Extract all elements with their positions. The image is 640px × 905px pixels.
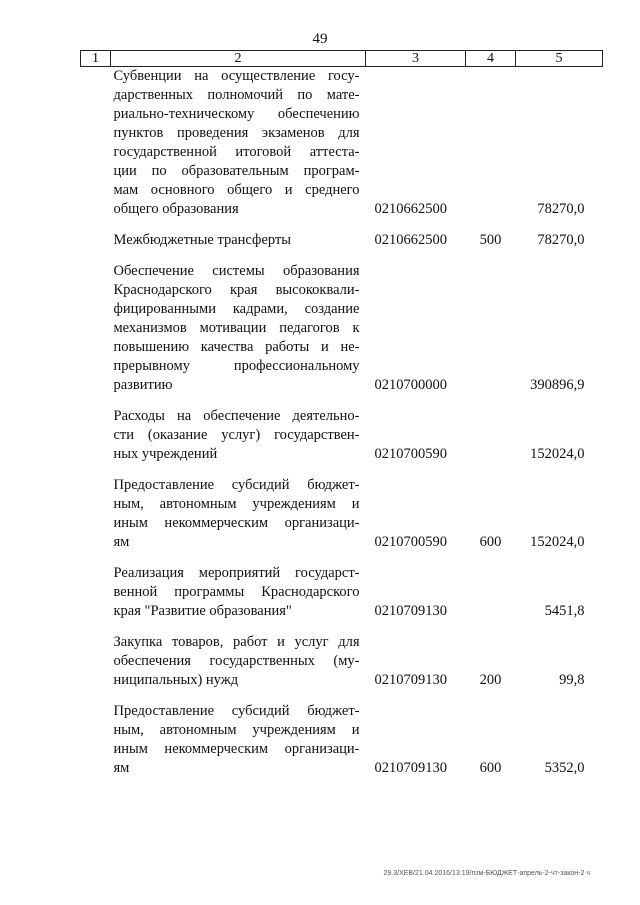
description-line: механизмов мотивации педагогов к	[113, 320, 360, 336]
header-col-3: 3	[366, 51, 466, 67]
row-target-code: 0210700590	[374, 446, 447, 462]
description-line: Краснодарского края высококвали-	[113, 282, 360, 298]
header-col-4: 4	[466, 51, 516, 67]
header-row	[81, 51, 603, 67]
description-line: Предоставление субсидий бюджет-	[113, 477, 360, 493]
table-row	[81, 633, 603, 690]
row-spacer	[81, 552, 603, 564]
row-spacer	[81, 464, 603, 476]
row-amount: 99,8	[559, 672, 585, 688]
row-amount: 390896,9	[530, 377, 585, 393]
description-line: дарственных полномочий по мате-	[113, 87, 360, 103]
row-expense-kind: 600	[479, 760, 502, 776]
row-number-cell	[81, 67, 111, 220]
description-line: общего образования	[113, 201, 239, 217]
description-line: обеспечения государственных (му-	[113, 653, 360, 669]
row-amount: 5451,8	[544, 603, 585, 619]
description-line: ям	[113, 534, 130, 550]
row-number-cell	[81, 476, 111, 552]
row-spacer-cell	[81, 395, 603, 407]
row-description	[111, 67, 366, 220]
row-description	[111, 476, 366, 552]
description-line: края "Развитие образования"	[113, 603, 292, 619]
row-spacer-cell	[81, 464, 603, 476]
description-line: государственной итоговой аттеста-	[113, 144, 360, 160]
description-line: мам основного общего и среднего	[113, 182, 360, 198]
row-expense-kind	[466, 262, 516, 395]
row-amount: 5352,0	[544, 760, 585, 776]
row-number-cell	[81, 633, 111, 690]
row-target-code: 0210700000	[374, 377, 447, 393]
description-line: развитию	[113, 377, 173, 393]
description-line: Предоставление субсидий бюджет-	[113, 703, 360, 719]
description-line: ным, автономным учреждениям и	[113, 496, 360, 512]
row-expense-kind	[466, 407, 516, 464]
row-spacer-cell	[81, 552, 603, 564]
row-spacer	[81, 621, 603, 633]
description-line: ции по образовательным програм-	[113, 163, 360, 179]
row-description	[111, 633, 366, 690]
row-description	[111, 262, 366, 395]
row-target-code: 0210709130	[374, 672, 447, 688]
row-target-code: 0210709130	[374, 760, 447, 776]
header-col-1: 1	[81, 51, 111, 67]
row-description	[111, 231, 366, 250]
header-col-5: 5	[516, 51, 603, 67]
row-expense-kind: 200	[479, 672, 502, 688]
row-amount: 78270,0	[537, 232, 585, 248]
description-line: Межбюджетные трансферты	[113, 232, 292, 248]
table-header	[81, 51, 603, 67]
description-line: сти (оказание услуг) государствен-	[113, 427, 360, 443]
description-line: риально-техническому обеспечению	[113, 106, 360, 122]
row-description	[111, 407, 366, 464]
table-row	[81, 564, 603, 621]
table-row	[81, 231, 603, 250]
page-number: 49	[312, 31, 328, 47]
table-body	[81, 67, 603, 779]
row-number-cell	[81, 564, 111, 621]
row-number-cell	[81, 702, 111, 778]
row-target-code: 0210662500	[374, 232, 447, 248]
row-spacer	[81, 395, 603, 407]
row-expense-kind	[466, 67, 516, 220]
description-line: Расходы на обеспечение деятельно-	[113, 408, 360, 424]
row-number-cell	[81, 231, 111, 250]
row-spacer-cell	[81, 219, 603, 231]
description-line: пунктов проведения экзаменов для	[113, 125, 360, 141]
description-line: прерывному профессиональному	[113, 358, 360, 374]
description-line: ниципальных) нужд	[113, 672, 239, 688]
row-spacer	[81, 690, 603, 702]
table-row	[81, 702, 603, 778]
description-line: Обеспечение системы образования	[113, 263, 360, 279]
header-col-2: 2	[111, 51, 366, 67]
description-line: Закупка товаров, работ и услуг для	[113, 634, 360, 650]
row-amount: 152024,0	[530, 446, 585, 462]
row-spacer-cell	[81, 690, 603, 702]
row-target-code: 0210700590	[374, 534, 447, 550]
description-line: ным, автономным учреждениям и	[113, 722, 360, 738]
table-row	[81, 476, 603, 552]
row-target-code: 0210662500	[374, 201, 447, 217]
document-footer: 29.3/XEB/21.04.2016/13:19/пзм-БЮДЖЕТ-апрель-2-чт-закон-2 ч	[383, 870, 590, 877]
description-line: фицированными кадрами, создание	[113, 301, 360, 317]
row-spacer	[81, 219, 603, 231]
description-line: Реализация мероприятий государст-	[113, 565, 360, 581]
table-row	[81, 67, 603, 220]
row-amount: 152024,0	[530, 534, 585, 550]
budget-table	[80, 50, 603, 778]
row-description	[111, 564, 366, 621]
description-line: повышению качества работы и не-	[113, 339, 360, 355]
description-line: ных учреждений	[113, 446, 218, 462]
description-line: иным некоммерческим организаци-	[113, 515, 360, 531]
row-amount: 78270,0	[537, 201, 585, 217]
row-spacer-cell	[81, 621, 603, 633]
table-row	[81, 407, 603, 464]
description-line: ям	[113, 760, 130, 776]
row-description	[111, 702, 366, 778]
row-target-code: 0210709130	[374, 603, 447, 619]
row-number-cell	[81, 407, 111, 464]
row-spacer	[81, 250, 603, 262]
description-line: Субвенции на осуществление госу-	[113, 68, 360, 84]
row-number-cell	[81, 262, 111, 395]
description-line: иным некоммерческим организаци-	[113, 741, 360, 757]
table-row	[81, 262, 603, 395]
row-expense-kind: 600	[479, 534, 502, 550]
description-line: венной программы Краснодарского	[113, 584, 360, 600]
row-expense-kind: 500	[479, 232, 502, 248]
row-expense-kind	[466, 564, 516, 621]
row-spacer-cell	[81, 250, 603, 262]
